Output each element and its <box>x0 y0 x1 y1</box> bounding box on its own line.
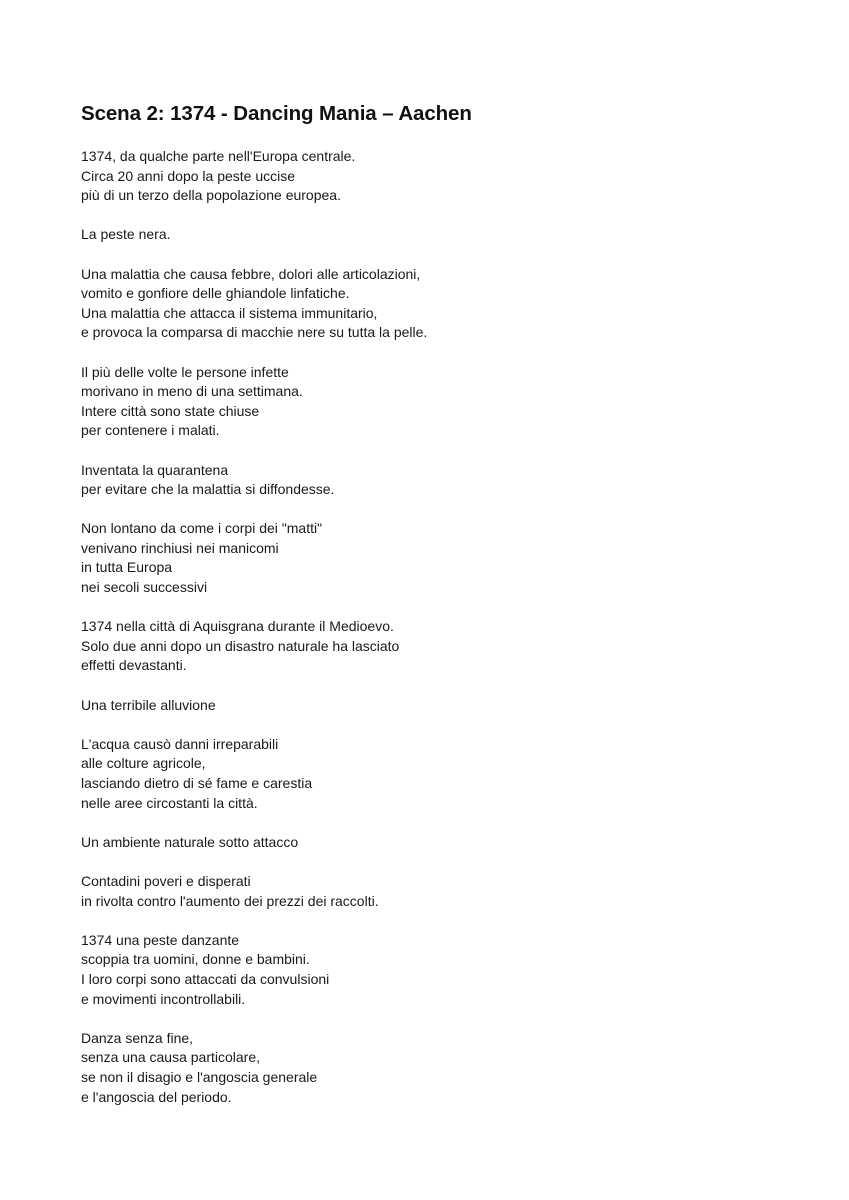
text-line: 1374 nella città di Aquisgrana durante il Medioevo. <box>81 618 394 635</box>
paragraph <box>81 931 781 1009</box>
text-line: e provoca la comparsa di macchie nere su tutta la pelle. <box>81 324 428 341</box>
text-line: vomito e gonfiore delle ghiandole linfatiche. <box>81 285 350 302</box>
text-line: Il più delle volte le persone infette <box>81 363 289 380</box>
text-line: per evitare che la malattia si diffondesse. <box>81 481 335 498</box>
text-line: nei secoli successivi <box>81 579 208 596</box>
text-line: e movimenti incontrollabili. <box>81 990 246 1007</box>
text-line: morivano in meno di una settimana. <box>81 383 303 400</box>
text-line: più di un terzo della popolazione europea. <box>81 187 341 204</box>
paragraph <box>81 225 781 245</box>
paragraph <box>81 1029 781 1107</box>
paragraph <box>81 735 781 813</box>
text-line: per contenere i malati. <box>81 422 220 439</box>
text-line: 1374 una peste danzante <box>81 931 240 948</box>
text-line: 1374, da qualche parte nell'Europa centrale. <box>81 148 356 164</box>
text-line: effetti devastanti. <box>81 657 187 674</box>
text-line: Inventata la quarantena <box>81 461 229 478</box>
text-line: scoppia tra uomini, donne e bambini. <box>81 951 310 968</box>
text-line: Una malattia che attacca il sistema immunitario, <box>81 304 378 321</box>
text-line: Un ambiente naturale sotto attacco <box>81 833 299 850</box>
text-line: e l'angoscia del periodo. <box>81 1088 232 1105</box>
text-line: in rivolta contro l'aumento dei prezzi dei raccolti. <box>81 892 379 909</box>
text-line: L'acqua causò danni irreparabili <box>81 735 279 752</box>
paragraph <box>81 617 781 676</box>
text-line: Una terribile alluvione <box>81 696 216 713</box>
document-body <box>81 147 781 1127</box>
paragraph <box>81 872 781 911</box>
paragraph <box>81 147 781 206</box>
paragraph <box>81 696 781 716</box>
text-line: Non lontano da come i corpi dei "matti" <box>81 520 323 537</box>
paragraph <box>81 519 781 597</box>
text-line: venivano rinchiusi nei manicomi <box>81 539 279 556</box>
text-line: La peste nera. <box>81 226 171 243</box>
text-line: in tutta Europa <box>81 559 173 576</box>
text-line: lasciando dietro di sé fame e carestia <box>81 775 313 791</box>
text-line: Circa 20 anni dopo la peste uccise <box>81 167 296 184</box>
text-line: I loro corpi sono attaccati da convulsioni <box>81 970 330 987</box>
text-line: senza una causa particolare, <box>81 1049 260 1066</box>
paragraph <box>81 461 781 500</box>
text-line: nelle aree circostanti la città. <box>81 794 258 811</box>
text-line: Contadini poveri e disperati <box>81 872 251 889</box>
text-line: alle colture agricole, <box>81 755 206 772</box>
paragraph <box>81 363 781 441</box>
text-line: se non il disagio e l'angoscia generale <box>81 1068 318 1085</box>
text-line: Intere città sono state chiuse <box>81 402 260 419</box>
paragraph <box>81 265 781 343</box>
page-title: Scena 2: 1374 - Dancing Mania – Aachen <box>81 102 472 125</box>
text-line: Danza senza fine, <box>81 1029 194 1046</box>
text-line: Una malattia che causa febbre, dolori alle articolazioni, <box>81 265 421 282</box>
paragraph <box>81 833 781 853</box>
text-line: Solo due anni dopo un disastro naturale ha lasciato <box>81 637 400 654</box>
